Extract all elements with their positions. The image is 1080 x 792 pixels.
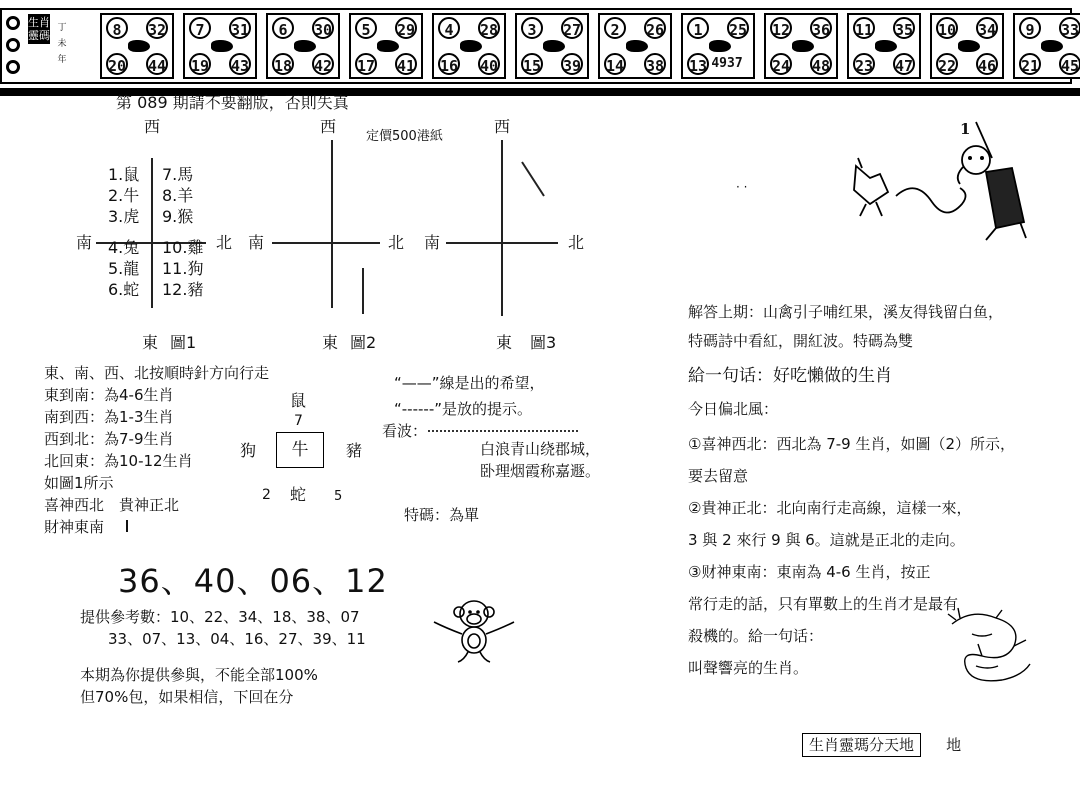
cross-center: 牛 bbox=[276, 432, 324, 468]
cartoon-number: 1 bbox=[960, 120, 971, 138]
west-label: 西 bbox=[320, 117, 337, 136]
brand-year: 丁未年 bbox=[57, 23, 67, 65]
cross-right: 豬 bbox=[346, 441, 363, 460]
price-label: 定價500港紙 bbox=[366, 129, 443, 144]
number-tile bbox=[1013, 13, 1080, 79]
tile-number: 21 bbox=[1019, 53, 1041, 75]
tile-number: 13 bbox=[687, 53, 709, 75]
zodiac-item: 5.龍 bbox=[108, 259, 140, 278]
north-label: 北 bbox=[388, 233, 405, 252]
tile-number: 39 bbox=[561, 53, 583, 75]
east-label: 東 bbox=[142, 333, 159, 352]
cross-bottom-number: 2 bbox=[262, 487, 271, 503]
tile-number: 9 bbox=[1019, 17, 1041, 39]
tile-number: 27 bbox=[561, 17, 583, 39]
fig2-vertical-line bbox=[331, 140, 333, 308]
circle-icon bbox=[6, 38, 20, 52]
rule-line: 如圖1所示 bbox=[44, 474, 114, 492]
fig2-short-line bbox=[362, 268, 364, 314]
cross-bottom: 蛇 bbox=[290, 485, 307, 504]
tile-number: 12 bbox=[770, 17, 792, 39]
tile-number: 2 bbox=[604, 17, 626, 39]
zodiac-silhouette-icon bbox=[626, 40, 648, 52]
tile-number: 38 bbox=[644, 53, 666, 75]
zodiac-item: 4.兔 bbox=[108, 238, 140, 257]
footer bbox=[802, 734, 961, 755]
fig1-vertical-line bbox=[151, 158, 153, 308]
legend-dashed: “------”是放的提示。 bbox=[394, 400, 533, 418]
south-label: 南 bbox=[248, 233, 265, 252]
tile-number: 25 bbox=[727, 17, 749, 39]
zodiac-item: 3.虎 bbox=[108, 207, 140, 226]
zodiac-silhouette-icon bbox=[377, 40, 399, 52]
reference-values-2: 33、07、13、04、16、27、39、11 bbox=[108, 630, 366, 648]
east-label: 東 bbox=[496, 333, 513, 352]
tile-number: 41 bbox=[395, 53, 417, 75]
cross-top-number: 7 bbox=[294, 413, 303, 429]
zodiac-item: 10.雞 bbox=[162, 238, 204, 257]
answer-line: 解答上期：山禽引子哺红果，溪友得钱留白鱼， bbox=[688, 303, 1004, 321]
tile-number: 7 bbox=[189, 17, 211, 39]
number-tile bbox=[515, 13, 589, 79]
hint-item-line: 常行走的話，只有單數上的生肖才是最有 bbox=[688, 595, 959, 613]
cartoon-illustration-icon bbox=[836, 118, 1036, 242]
zodiac-item: 1.鼠 bbox=[108, 165, 140, 184]
tick-mark bbox=[126, 520, 128, 532]
dragon-icon bbox=[942, 604, 1038, 690]
circle-icon bbox=[6, 60, 20, 74]
tile-number: 20 bbox=[106, 53, 128, 75]
hint-item-line: 殺機的。給一句话： bbox=[688, 627, 824, 645]
tile-number: 44 bbox=[146, 53, 168, 75]
rule-line: 財神東南 bbox=[44, 518, 105, 536]
rule-line: 西到北：為7-9生肖 bbox=[44, 430, 174, 448]
zodiac-silhouette-icon bbox=[709, 40, 731, 52]
zodiac-silhouette-icon bbox=[958, 40, 980, 52]
zodiac-item: 9.猴 bbox=[162, 207, 194, 226]
north-label: 北 bbox=[568, 233, 585, 252]
zodiac-silhouette-icon bbox=[460, 40, 482, 52]
zodiac-item: 11.狗 bbox=[162, 259, 204, 278]
wind-direction: 今日偏北風： bbox=[688, 400, 779, 418]
north-label: 北 bbox=[216, 233, 233, 252]
number-tile bbox=[764, 13, 838, 79]
hint-item-line: ②貴神正北：北向南行走高線，這樣一來， bbox=[688, 499, 972, 517]
tile-number: 26 bbox=[644, 17, 666, 39]
cross-top: 鼠 bbox=[290, 391, 307, 410]
number-tile bbox=[100, 13, 174, 79]
rule-line: 東到南：為4-6生肖 bbox=[44, 386, 174, 404]
disclaimer bbox=[80, 664, 318, 708]
tile-number: 28 bbox=[478, 17, 500, 39]
tile-number: 32 bbox=[146, 17, 168, 39]
issue-notice: 第 089 期請不要翻版，否則失真 bbox=[116, 93, 349, 112]
disclaimer-line: 但70%包，如果相信，下回在分 bbox=[80, 688, 294, 706]
tile-number: 10 bbox=[936, 17, 958, 39]
tile-number: 5 bbox=[355, 17, 377, 39]
brand-name: 生肖靈碼 bbox=[28, 16, 50, 42]
tile-number: 8 bbox=[106, 17, 128, 39]
look-label: 看波： bbox=[382, 422, 428, 440]
zodiac-item: 8.羊 bbox=[162, 186, 194, 205]
zodiac-silhouette-icon bbox=[211, 40, 233, 52]
answer-lines bbox=[688, 298, 1003, 356]
zodiac-item: 2.牛 bbox=[108, 186, 140, 205]
hint-item-line: ①喜神西北：西北為 7-9 生肖，如圖（2）所示， bbox=[688, 435, 1016, 453]
south-label: 南 bbox=[424, 233, 441, 252]
number-tile bbox=[349, 13, 423, 79]
tile-number: 29 bbox=[395, 17, 417, 39]
header-strip bbox=[0, 0, 1080, 96]
hint-sentence: 給一句话：好吃懶做的生肖 bbox=[688, 366, 892, 386]
reference-row-1 bbox=[80, 606, 360, 628]
fig2-caption: 圖2 bbox=[350, 333, 377, 352]
number-tile bbox=[847, 13, 921, 79]
tile-number: 31 bbox=[229, 17, 251, 39]
hint-item-line: 3 與 2 來行 9 與 6。這就是正北的走向。 bbox=[688, 531, 965, 549]
number-tile bbox=[432, 13, 506, 79]
tile-number: 4 bbox=[438, 17, 460, 39]
rule-line: 東、南、西、北按順時針方向行走 bbox=[44, 364, 270, 382]
brand-block bbox=[6, 14, 94, 80]
cross-bottom-right: 5 bbox=[334, 489, 343, 504]
zodiac-item: 12.豬 bbox=[162, 280, 204, 299]
zodiac-item: 7.馬 bbox=[162, 165, 194, 184]
zodiac-silhouette-icon bbox=[128, 40, 150, 52]
tile-number: 19 bbox=[189, 53, 211, 75]
south-label: 南 bbox=[76, 233, 93, 252]
special-code: 特碼：為單 bbox=[404, 506, 480, 524]
hint-item-line: 要去留意 bbox=[688, 467, 749, 485]
fig3-diagonal-line bbox=[520, 160, 550, 200]
tile-number: 35 bbox=[893, 17, 915, 39]
zodiac-silhouette-icon bbox=[294, 40, 316, 52]
hint-item-line: ③财神東南：東南為 4-6 生肖，按正 bbox=[688, 563, 931, 581]
number-tile bbox=[930, 13, 1004, 79]
tile-number: 45 bbox=[1059, 53, 1080, 75]
tile-number: 14 bbox=[604, 53, 626, 75]
tile-number: 22 bbox=[936, 53, 958, 75]
tile-number: 36 bbox=[810, 17, 832, 39]
tile-number: 4937 bbox=[711, 56, 743, 71]
tile-number: 16 bbox=[438, 53, 460, 75]
tile-number: 1 bbox=[687, 17, 709, 39]
dots: · · bbox=[736, 180, 748, 194]
tile-number: 33 bbox=[1059, 17, 1080, 39]
tile-number: 17 bbox=[355, 53, 377, 75]
tile-number: 15 bbox=[521, 53, 543, 75]
cross-left: 狗 bbox=[240, 441, 257, 460]
tile-number: 11 bbox=[853, 17, 875, 39]
disclaimer-line: 本期為你提供參與，不能全部100% bbox=[80, 666, 318, 684]
fig3-caption: 圖3 bbox=[530, 333, 557, 352]
tile-number: 47 bbox=[893, 53, 915, 75]
footer-suffix: 地 bbox=[946, 736, 962, 754]
number-tile bbox=[598, 13, 672, 79]
reference-values-1: 10、22、34、18、38、07 bbox=[170, 608, 360, 626]
fig1-caption: 圖1 bbox=[170, 333, 197, 352]
number-tile bbox=[681, 13, 755, 79]
east-label: 東 bbox=[322, 333, 339, 352]
poem-line-2: 卧理烟霞称嘉遯。 bbox=[480, 462, 601, 480]
tile-number: 18 bbox=[272, 53, 294, 75]
fig3-vertical-line bbox=[501, 140, 503, 316]
tile-number: 48 bbox=[810, 53, 832, 75]
hint-item-line: 叫聲響亮的生肖。 bbox=[688, 659, 809, 677]
fig2-horizontal-line bbox=[272, 242, 380, 244]
zodiac-silhouette-icon bbox=[792, 40, 814, 52]
number-tile bbox=[183, 13, 257, 79]
rule-line: 南到西：為1-3生肖 bbox=[44, 408, 174, 426]
tile-number: 3 bbox=[521, 17, 543, 39]
poem-line-1: 白浪青山绕郡城， bbox=[480, 440, 601, 458]
circle-icon bbox=[6, 16, 20, 30]
zodiac-silhouette-icon bbox=[543, 40, 565, 52]
rule-line: 喜神西北 貴神正北 bbox=[44, 496, 180, 514]
zodiac-silhouette-icon bbox=[875, 40, 897, 52]
direction-rules bbox=[44, 362, 269, 538]
zodiac-silhouette-icon bbox=[1041, 40, 1063, 52]
footer-title: 生肖靈瑪分天地 bbox=[802, 733, 921, 757]
number-tile bbox=[266, 13, 340, 79]
west-label: 西 bbox=[144, 117, 161, 136]
tile-number: 42 bbox=[312, 53, 334, 75]
tile-number: 43 bbox=[229, 53, 251, 75]
tile-number: 23 bbox=[853, 53, 875, 75]
tile-number: 40 bbox=[478, 53, 500, 75]
tile-number: 24 bbox=[770, 53, 792, 75]
west-label: 西 bbox=[494, 117, 511, 136]
legend-solid: “——”線是出的希望， bbox=[394, 374, 545, 392]
tile-number: 30 bbox=[312, 17, 334, 39]
reference-label: 提供參考數： bbox=[80, 608, 171, 626]
answer-line: 特碼詩中看紅，開紅波。特碼為雙 bbox=[688, 332, 914, 350]
fig3-horizontal-line bbox=[446, 242, 558, 244]
tile-number: 34 bbox=[976, 17, 998, 39]
tile-number: 6 bbox=[272, 17, 294, 39]
monkey-icon bbox=[428, 592, 520, 668]
dotted-rule bbox=[428, 430, 578, 435]
zodiac-item: 6.蛇 bbox=[108, 280, 140, 299]
rule-line: 北回東：為10-12生肖 bbox=[44, 452, 193, 470]
tile-number: 46 bbox=[976, 53, 998, 75]
featured-numbers: 36、40、06、12 bbox=[118, 562, 388, 600]
